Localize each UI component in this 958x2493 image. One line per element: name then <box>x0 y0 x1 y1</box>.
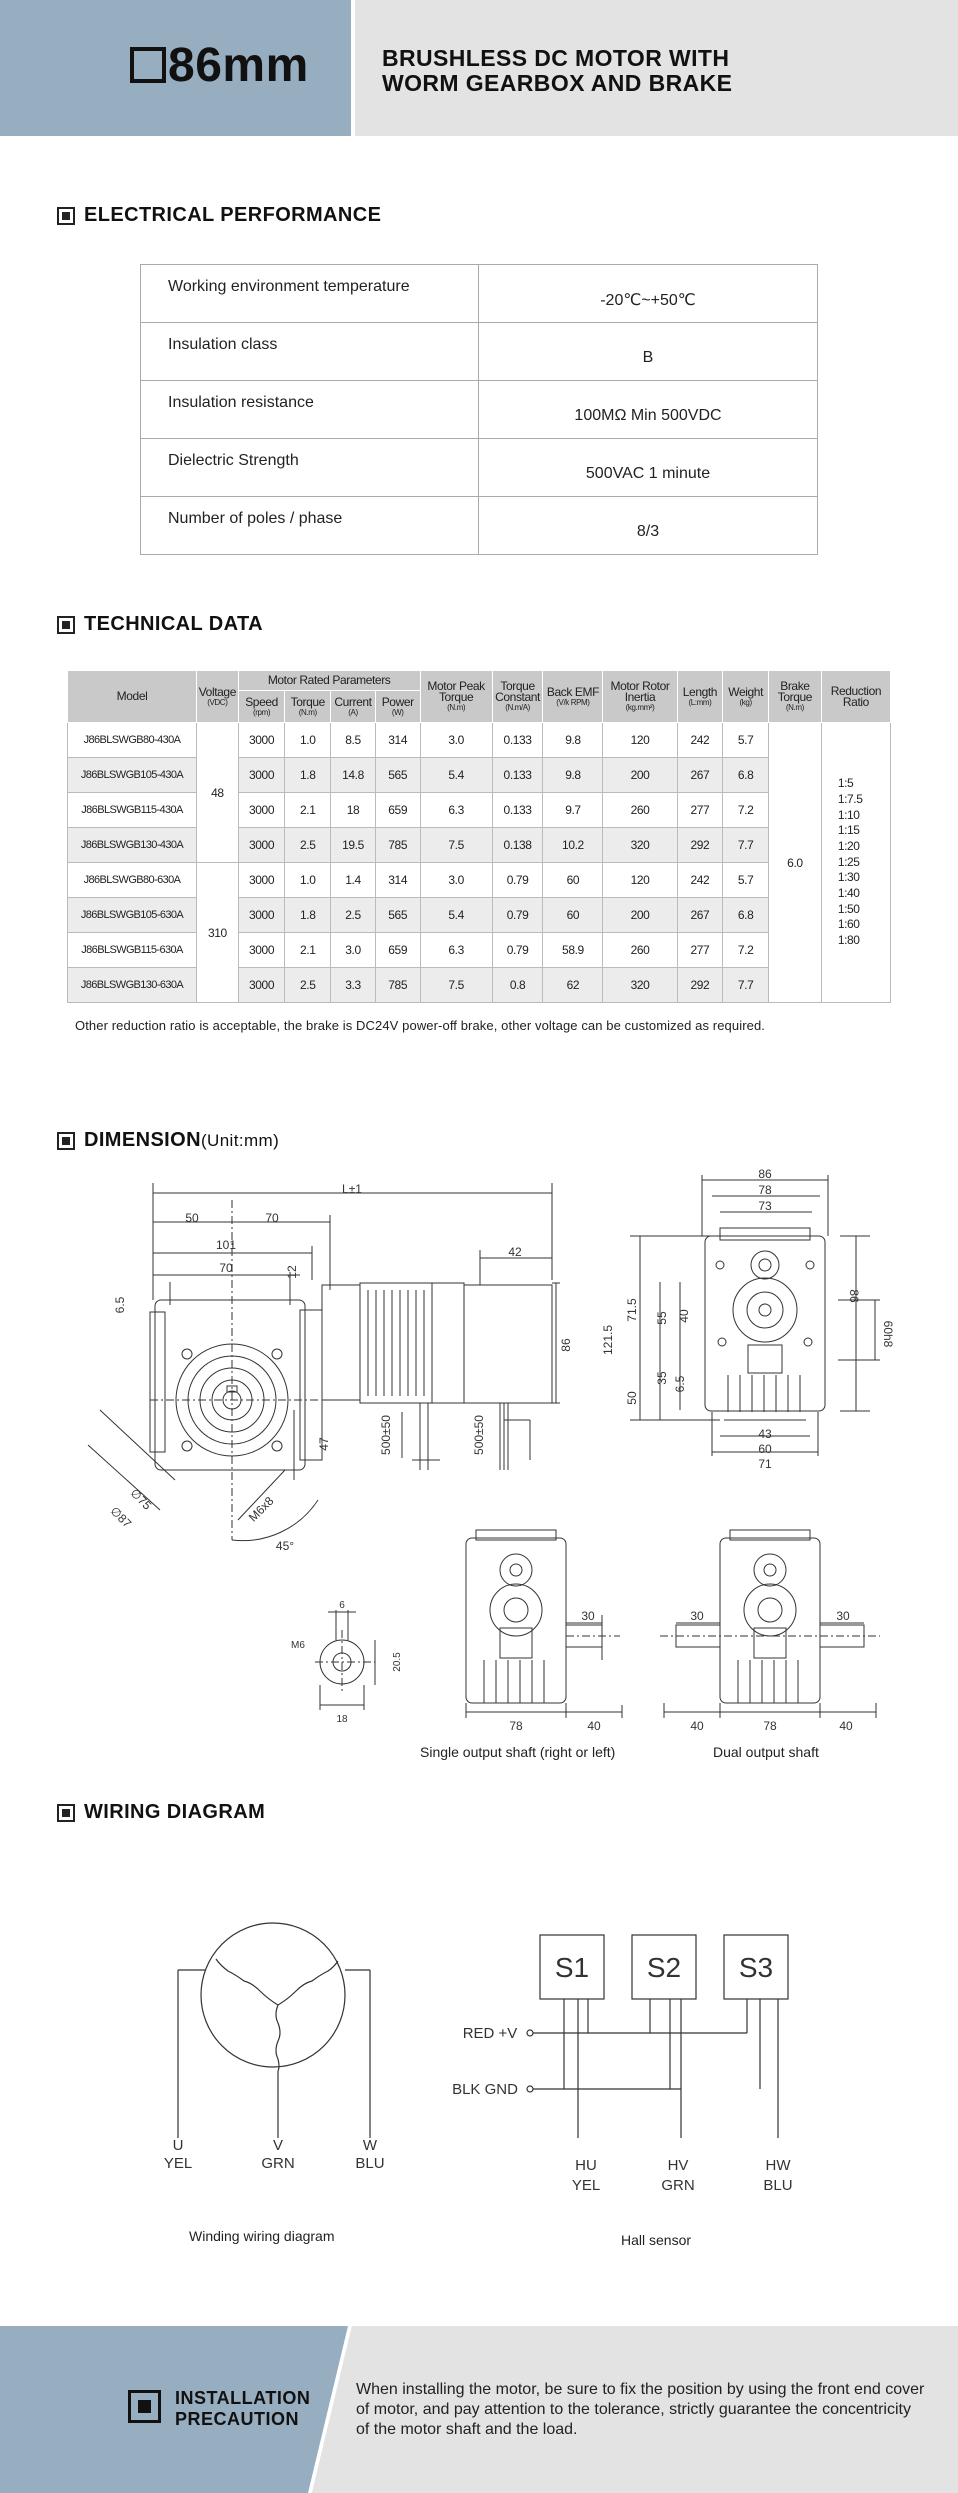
cell-emf: 10.2 <box>543 828 603 863</box>
sensor-s1: S1 <box>554 1952 590 1983</box>
dim-label: 78 <box>509 1719 523 1733</box>
cell-power: 659 <box>375 793 420 828</box>
cell-torque: 1.8 <box>285 898 331 933</box>
winding-labels <box>164 2137 385 2172</box>
cell-emf: 58.9 <box>543 933 603 968</box>
hall-hw-color: BLU <box>763 2177 793 2194</box>
col-peak-unit: (N.m) <box>447 703 466 712</box>
ratio-item: 1:40 <box>837 886 860 901</box>
col-brake-label: Brake Torque <box>777 679 813 704</box>
cell-emf: 62 <box>543 968 603 1003</box>
col-torque-unit: (N.m) <box>298 707 317 717</box>
ratio-item: 1:50 <box>837 901 860 916</box>
dim-label: 6.5 <box>673 1375 687 1393</box>
col-weight-unit: (kg) <box>739 697 752 707</box>
dim-label: 78 <box>763 1719 777 1733</box>
cell-weight: 6.8 <box>723 898 769 933</box>
table-cell-value: 500VAC 1 minute <box>479 439 818 497</box>
dim-label: 18 <box>336 1714 348 1725</box>
cell-emf: 60 <box>543 898 603 933</box>
dim-label: 60h8 <box>881 1320 895 1348</box>
col-current-unit: (A) <box>348 707 358 717</box>
cell-peak: 7.5 <box>420 968 492 1003</box>
cell-tconst: 0.138 <box>492 828 543 863</box>
cell-tconst: 0.79 <box>492 898 543 933</box>
cell-speed: 3000 <box>238 968 285 1003</box>
side-view-labels <box>107 1182 573 1553</box>
winding-v: V <box>272 2137 284 2154</box>
cell-tconst: 0.79 <box>492 863 543 898</box>
cell-power: 659 <box>375 933 420 968</box>
cell-voltage: 48 <box>197 723 239 863</box>
col-torque-label: Torque <box>290 694 325 709</box>
title-line-1: BRUSHLESS DC MOTOR WITH <box>382 45 730 71</box>
cell-speed: 3000 <box>238 828 285 863</box>
hall-hv: HV <box>667 2157 689 2174</box>
cell-inertia: 260 <box>603 793 677 828</box>
table-cell-value: B <box>479 323 818 381</box>
dim-label: 20.5 <box>392 1652 403 1672</box>
dim-label: 42 <box>508 1245 522 1259</box>
installation-precaution-footer <box>0 2326 958 2493</box>
cell-model: J86BLSWGB115-630A <box>68 933 197 968</box>
cell-current: 14.8 <box>331 758 376 793</box>
motor-size: 86mm <box>168 39 309 92</box>
cell-tconst: 0.133 <box>492 793 543 828</box>
cell-length: 277 <box>677 793 723 828</box>
dim-label: 55 <box>655 1311 669 1325</box>
cell-model: J86BLSWGB80-630A <box>68 863 197 898</box>
cell-peak: 6.3 <box>420 793 492 828</box>
dim-label: 70 <box>265 1211 279 1225</box>
col-model: Model <box>68 671 197 723</box>
cell-speed: 3000 <box>238 933 285 968</box>
dim-label: 86 <box>559 1338 573 1352</box>
winding-caption: Winding wiring diagram <box>189 2228 335 2244</box>
cell-current: 1.4 <box>331 863 376 898</box>
cell-model: J86BLSWGB115-430A <box>68 793 197 828</box>
dim-label: 30 <box>581 1609 595 1623</box>
cell-length: 277 <box>677 933 723 968</box>
wiring-heading-text: WIRING DIAGRAM <box>84 1801 266 1823</box>
cell-speed: 3000 <box>238 898 285 933</box>
cell-power: 785 <box>375 828 420 863</box>
dimension-heading-text: DIMENSION <box>84 1129 201 1151</box>
cell-speed: 3000 <box>238 758 285 793</box>
cell-tconst: 0.8 <box>492 968 543 1003</box>
cell-torque: 2.1 <box>285 793 331 828</box>
winding-u: U <box>172 2137 184 2154</box>
cell-current: 2.5 <box>331 898 376 933</box>
dual-output-drawing <box>660 1530 880 1718</box>
cell-tconst: 0.133 <box>492 723 543 758</box>
cell-speed: 3000 <box>238 723 285 758</box>
footer-text: When installing the motor, be sure to fix the position by using the front end cover of motor, and pay attention to the tolerance, strictly guarantee the concentricity of the motor shaft and the load. <box>356 2381 925 2438</box>
technical-note: Other reduction ratio is acceptable, the brake is DC24V power-off brake, other voltage can be customized as required. <box>75 1018 765 1033</box>
cell-power: 314 <box>375 723 420 758</box>
cell-torque: 2.5 <box>285 828 331 863</box>
cell-inertia: 120 <box>603 863 677 898</box>
dim-label: 47 <box>317 1437 331 1451</box>
cell-speed: 3000 <box>238 863 285 898</box>
cell-length: 267 <box>677 758 723 793</box>
ratio-item: 1:10 <box>837 807 860 822</box>
dim-label: 35 <box>655 1371 669 1385</box>
col-brake-unit: (N.m) <box>785 703 804 712</box>
cell-peak: 3.0 <box>420 863 492 898</box>
col-length-unit: (L:mm) <box>688 697 712 707</box>
hall-hu: HU <box>575 2157 597 2174</box>
cell-inertia: 260 <box>603 933 677 968</box>
col-current-label: Current <box>334 694 372 709</box>
cell-torque: 1.8 <box>285 758 331 793</box>
table-cell-value: 100MΩ Min 500VDC <box>479 381 818 439</box>
cell-weight: 7.2 <box>723 793 769 828</box>
cell-power: 314 <box>375 863 420 898</box>
dim-label: 70 <box>219 1261 233 1275</box>
col-inertia-label: Motor Rotor Inertia <box>610 679 670 704</box>
cell-inertia: 320 <box>603 828 677 863</box>
cell-peak: 7.5 <box>420 828 492 863</box>
footer-title <box>175 2388 310 2430</box>
section-bullet-icon <box>57 1804 75 1822</box>
cell-power: 565 <box>375 898 420 933</box>
ratio-item: 1:5 <box>837 776 854 791</box>
cell-current: 3.0 <box>331 933 376 968</box>
table-cell-label: Insulation class <box>141 323 479 381</box>
dim-label: 60 <box>758 1442 772 1456</box>
table-cell-value: 8/3 <box>479 497 818 555</box>
table-cell-label: Working environment temperature <box>141 265 479 323</box>
cell-tconst: 0.79 <box>492 933 543 968</box>
sensor-s2: S2 <box>646 1952 682 1983</box>
dim-label: 86 <box>758 1167 772 1181</box>
winding-w: W <box>362 2137 378 2154</box>
hall-sensor-labels <box>452 1952 793 2194</box>
dim-label: 71.5 <box>625 1298 639 1322</box>
single-output-drawing <box>466 1530 622 1718</box>
cell-weight: 7.7 <box>723 968 769 1003</box>
cell-torque: 1.0 <box>285 723 331 758</box>
col-power-unit: (W) <box>391 707 404 717</box>
winding-diagram <box>178 1923 370 2138</box>
cell-weight: 7.2 <box>723 933 769 968</box>
hall-hw: HW <box>765 2157 791 2174</box>
cell-current: 18 <box>331 793 376 828</box>
cell-current: 3.3 <box>331 968 376 1003</box>
dim-label: 500±50 <box>472 1415 486 1455</box>
dual-output-caption: Dual output shaft <box>713 1744 819 1760</box>
cell-peak: 3.0 <box>420 723 492 758</box>
table-cell-value: -20℃~+50℃ <box>479 265 818 323</box>
dim-label: 40 <box>839 1719 853 1733</box>
dim-label: 6.5 <box>113 1296 127 1314</box>
dim-label: 40 <box>690 1719 704 1733</box>
dim-label: 6 <box>339 1600 345 1611</box>
dim-label: 101 <box>215 1238 237 1252</box>
winding-v-color: GRN <box>261 2155 295 2172</box>
hall-hu-color: YEL <box>571 2177 601 2194</box>
cell-weight: 6.8 <box>723 758 769 793</box>
col-peak-label: Motor Peak Torque <box>427 679 485 704</box>
dim-label: 121.5 <box>601 1324 615 1356</box>
footer-title-line-1: INSTALLATION <box>175 2388 311 2408</box>
ratio-item: 1:30 <box>837 870 860 885</box>
cell-length: 267 <box>677 898 723 933</box>
cell-inertia: 120 <box>603 723 677 758</box>
cell-emf: 60 <box>543 863 603 898</box>
ratio-item: 1:60 <box>837 917 860 932</box>
cell-length: 292 <box>677 828 723 863</box>
cell-power: 565 <box>375 758 420 793</box>
ratio-item: 1:7.5 <box>837 791 863 806</box>
table-cell-label: Dielectric Strength <box>141 439 479 497</box>
cell-brake: 6.0 <box>769 723 822 1003</box>
dimension-unit: (Unit:mm) <box>200 1130 280 1150</box>
cell-emf: 9.8 <box>543 723 603 758</box>
col-voltage-label: Voltage <box>198 684 236 699</box>
dim-label: ∅75 <box>127 1485 155 1513</box>
col-emf-label: Back EMF <box>546 684 600 699</box>
cell-model: J86BLSWGB80-430A <box>68 723 197 758</box>
cell-torque: 1.0 <box>285 863 331 898</box>
cell-model: J86BLSWGB105-630A <box>68 898 197 933</box>
table-cell-label: Number of poles / phase <box>141 497 479 555</box>
cell-speed: 3000 <box>238 793 285 828</box>
wiring-heading <box>57 1801 265 1824</box>
dim-label: 45° <box>275 1539 295 1553</box>
cell-power: 785 <box>375 968 420 1003</box>
col-group-rated: Motor Rated Parameters <box>238 671 420 691</box>
hall-caption: Hall sensor <box>621 2232 692 2248</box>
cell-inertia: 320 <box>603 968 677 1003</box>
col-emf-unit: (V/k RPM) <box>556 697 590 707</box>
col-ratio: Reduction Ratio <box>821 671 890 723</box>
dim-label: 40 <box>677 1309 691 1323</box>
side-view-drawing <box>88 1183 560 1541</box>
cell-emf: 9.7 <box>543 793 603 828</box>
col-tconst-unit: (N.m/A) <box>505 703 530 712</box>
dim-label: 12 <box>285 1265 299 1279</box>
cell-length: 242 <box>677 723 723 758</box>
dim-label: M6 <box>291 1640 305 1651</box>
hall-red: RED +V <box>462 2025 518 2042</box>
cell-model: J86BLSWGB130-630A <box>68 968 197 1003</box>
cell-weight: 5.7 <box>723 863 769 898</box>
cell-weight: 7.7 <box>723 828 769 863</box>
col-voltage-unit: (VDC) <box>207 697 228 707</box>
dim-label: 50 <box>185 1211 199 1225</box>
cell-torque: 2.5 <box>285 968 331 1003</box>
cell-weight: 5.7 <box>723 723 769 758</box>
col-speed-label: Speed <box>245 694 278 709</box>
cell-emf: 9.8 <box>543 758 603 793</box>
cell-current: 8.5 <box>331 723 376 758</box>
electrical-heading-text: ELECTRICAL PERFORMANCE <box>84 204 382 226</box>
col-inertia-unit: (kg.mm²) <box>625 703 655 712</box>
ratio-item: 1:80 <box>837 933 860 948</box>
cell-model: J86BLSWGB130-430A <box>68 828 197 863</box>
dim-label: 30 <box>836 1609 850 1623</box>
winding-w-color: BLU <box>355 2155 385 2172</box>
cell-torque: 2.1 <box>285 933 331 968</box>
col-power-label: Power <box>381 694 414 709</box>
col-weight-label: Weight <box>728 684 763 699</box>
sensor-s3: S3 <box>738 1952 774 1983</box>
cell-voltage: 310 <box>197 863 239 1003</box>
shaft-detail-drawing <box>315 1610 375 1710</box>
col-tconst-label: Torque Constant <box>495 679 540 704</box>
technical-heading-text: TECHNICAL DATA <box>84 613 263 635</box>
cell-peak: 6.3 <box>420 933 492 968</box>
cell-model: J86BLSWGB105-430A <box>68 758 197 793</box>
hall-blk: BLK GND <box>452 2081 518 2098</box>
ratio-item: 1:15 <box>837 823 860 838</box>
title-line-2: WORM GEARBOX AND BRAKE <box>382 70 733 96</box>
dim-label: 71 <box>758 1457 772 1471</box>
dim-label: 50 <box>625 1391 639 1405</box>
cell-tconst: 0.133 <box>492 758 543 793</box>
dim-label: 43 <box>758 1427 772 1441</box>
cell-inertia: 200 <box>603 898 677 933</box>
cell-length: 242 <box>677 863 723 898</box>
ratio-item: 1:25 <box>837 854 860 869</box>
cell-current: 19.5 <box>331 828 376 863</box>
dim-label: 30 <box>690 1609 704 1623</box>
single-output-caption: Single output shaft (right or left) <box>420 1744 616 1760</box>
cell-inertia: 200 <box>603 758 677 793</box>
cell-length: 292 <box>677 968 723 1003</box>
col-speed-unit: (rpm) <box>253 707 271 717</box>
front-view-labels <box>601 1167 895 1471</box>
dim-label: 500±50 <box>379 1415 393 1455</box>
footer-square-icon <box>128 2390 161 2423</box>
table-cell-label: Insulation resistance <box>141 381 479 439</box>
dim-label: 73 <box>758 1199 772 1213</box>
winding-u-color: YEL <box>163 2155 193 2172</box>
col-length-label: Length <box>682 684 718 699</box>
cell-peak: 5.4 <box>420 898 492 933</box>
footer-title-line-2: PRECAUTION <box>175 2409 300 2429</box>
hall-hv-color: GRN <box>661 2177 695 2194</box>
dim-label: L±1 <box>342 1182 362 1196</box>
dim-label: 40 <box>587 1719 601 1733</box>
dim-label: 86 <box>847 1289 861 1303</box>
dim-label: 78 <box>758 1183 772 1197</box>
cell-peak: 5.4 <box>420 758 492 793</box>
dim-label: ∅87 <box>107 1503 135 1531</box>
ratio-item: 1:20 <box>837 838 860 853</box>
dim-label: M6x8 <box>245 1493 277 1525</box>
